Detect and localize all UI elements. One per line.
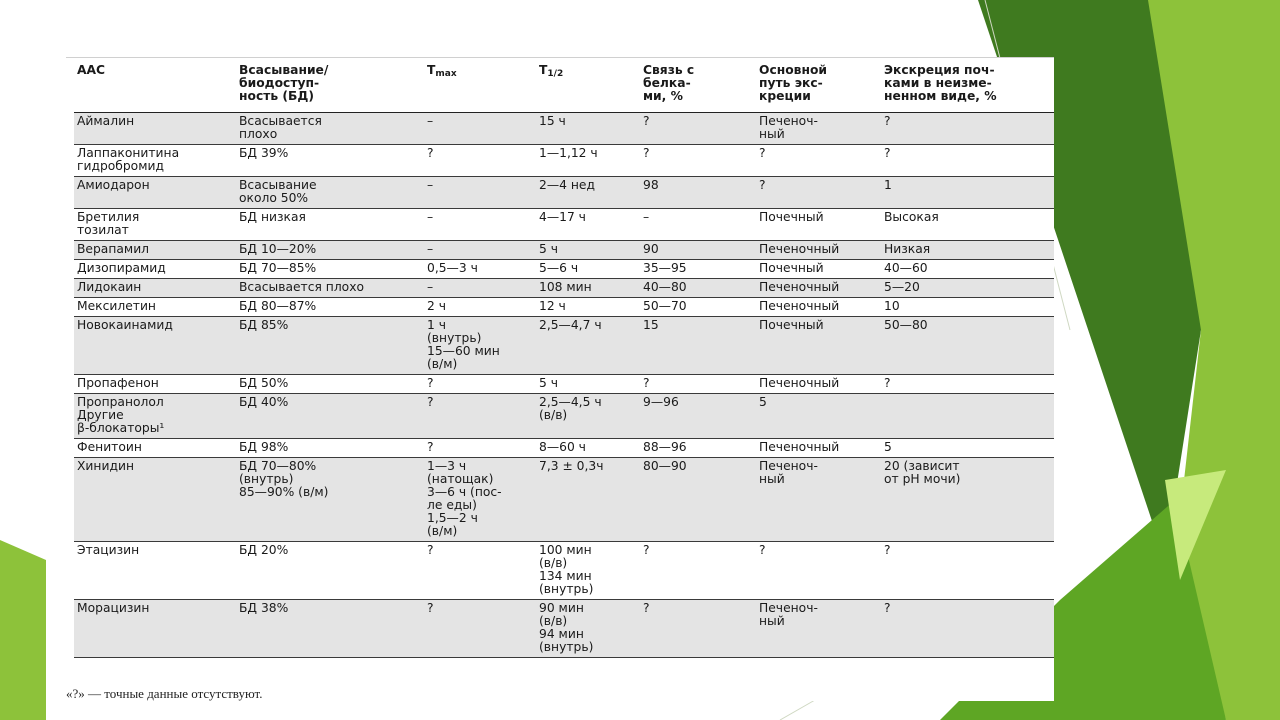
cell-protein: ?: [640, 145, 756, 177]
cell-renal: 50—80: [881, 317, 1054, 375]
table-row: [74, 458, 1054, 542]
table-row: [74, 600, 1054, 658]
header-excretion-route: Основной путь экс- креции: [756, 61, 881, 113]
cell-tmax: 1 ч (внутрь) 15—60 мин (в/м): [424, 317, 536, 375]
cell-thalf: 15 ч: [536, 113, 640, 145]
cell-absorption: Всасывание около 50%: [236, 177, 424, 209]
header-aac: ААС: [74, 61, 236, 113]
cell-route: ?: [756, 145, 881, 177]
cell-route: ?: [756, 177, 881, 209]
cell-thalf: 1—1,12 ч: [536, 145, 640, 177]
header-absorption: Всасывание/ биодоступ- ность (БД): [236, 61, 424, 113]
cell-absorption: Всасывается плохо: [236, 113, 424, 145]
cell-renal: ?: [881, 145, 1054, 177]
cell-tmax: ?: [424, 439, 536, 458]
cell-drug: Лидокаин: [74, 279, 236, 298]
cell-route: Печеночный: [756, 241, 881, 260]
cell-drug: Мексилетин: [74, 298, 236, 317]
cell-thalf: 8—60 ч: [536, 439, 640, 458]
cell-tmax: –: [424, 241, 536, 260]
cell-route: Печеноч- ный: [756, 600, 881, 658]
cell-route: Печеноч- ный: [756, 113, 881, 145]
cell-renal: ?: [881, 600, 1054, 658]
cell-drug: Фенитоин: [74, 439, 236, 458]
table-row: [74, 439, 1054, 458]
cell-drug: Лаппаконитина гидробромид: [74, 145, 236, 177]
cell-tmax: 2 ч: [424, 298, 536, 317]
cell-absorption: Всасывается плохо: [236, 279, 424, 298]
table-row: [74, 177, 1054, 209]
cell-renal: 5—20: [881, 279, 1054, 298]
cell-renal: ?: [881, 375, 1054, 394]
green-triangle-left: [0, 540, 46, 720]
table-row: [74, 241, 1054, 260]
cell-drug: Этацизин: [74, 542, 236, 600]
cell-protein: 50—70: [640, 298, 756, 317]
cell-protein: ?: [640, 375, 756, 394]
cell-absorption: БД 40%: [236, 394, 424, 439]
cell-route: Почечный: [756, 260, 881, 279]
cell-protein: 80—90: [640, 458, 756, 542]
cell-protein: ?: [640, 600, 756, 658]
header-protein-binding: Связь с белка- ми, %: [640, 61, 756, 113]
cell-tmax: –: [424, 209, 536, 241]
cell-renal: 5: [881, 439, 1054, 458]
cell-absorption: БД 10—20%: [236, 241, 424, 260]
cell-tmax: 1—3 ч (натощак) 3—6 ч (пос- ле еды) 1,5—2 ч (в/м): [424, 458, 536, 542]
cell-route: 5: [756, 394, 881, 439]
cell-protein: 90: [640, 241, 756, 260]
header-tmax: Tmax: [424, 61, 536, 113]
table-header-row: [74, 61, 1054, 113]
cell-drug: Дизопирамид: [74, 260, 236, 279]
cell-drug: Верапамил: [74, 241, 236, 260]
cell-route: Печеноч- ный: [756, 458, 881, 542]
cell-absorption: БД 70—80% (внутрь) 85—90% (в/м): [236, 458, 424, 542]
cell-drug: Бретилия тозилат: [74, 209, 236, 241]
cell-renal: 20 (зависит от pH мочи): [881, 458, 1054, 542]
cell-absorption: БД 70—85%: [236, 260, 424, 279]
cell-tmax: –: [424, 113, 536, 145]
cell-absorption: БД низкая: [236, 209, 424, 241]
cell-thalf: 5 ч: [536, 241, 640, 260]
header-thalf: T1/2: [536, 61, 640, 113]
cell-drug: Пропранолол Другие β-блокаторы¹: [74, 394, 236, 439]
scanned-table-page: [66, 57, 1054, 701]
cell-drug: Хинидин: [74, 458, 236, 542]
cell-tmax: ?: [424, 145, 536, 177]
cell-thalf: 2,5—4,7 ч: [536, 317, 640, 375]
cell-absorption: БД 80—87%: [236, 298, 424, 317]
cell-route: ?: [756, 542, 881, 600]
cell-thalf: 5—6 ч: [536, 260, 640, 279]
cell-route: Печеночный: [756, 298, 881, 317]
cell-route: Печеночный: [756, 439, 881, 458]
table-row: [74, 298, 1054, 317]
cell-protein: 15: [640, 317, 756, 375]
cell-protein: –: [640, 209, 756, 241]
cell-protein: ?: [640, 113, 756, 145]
table-row: [74, 317, 1054, 375]
cell-renal: 10: [881, 298, 1054, 317]
cell-route: Печеночный: [756, 279, 881, 298]
cell-renal: Высокая: [881, 209, 1054, 241]
cell-renal: 1: [881, 177, 1054, 209]
cell-protein: 35—95: [640, 260, 756, 279]
cell-absorption: БД 38%: [236, 600, 424, 658]
cell-tmax: –: [424, 177, 536, 209]
cell-protein: 40—80: [640, 279, 756, 298]
cell-renal: Низкая: [881, 241, 1054, 260]
cell-thalf: 12 ч: [536, 298, 640, 317]
cell-thalf: 108 мин: [536, 279, 640, 298]
cell-protein: 98: [640, 177, 756, 209]
cell-drug: Пропафенон: [74, 375, 236, 394]
cell-thalf: 2,5—4,5 ч (в/в): [536, 394, 640, 439]
cell-absorption: БД 39%: [236, 145, 424, 177]
cell-protein: 88—96: [640, 439, 756, 458]
antiarrhythmic-pharmacokinetics-table: [74, 61, 1054, 658]
cell-protein: 9—96: [640, 394, 756, 439]
cell-thalf: 5 ч: [536, 375, 640, 394]
cell-drug: Новокаинамид: [74, 317, 236, 375]
cell-absorption: БД 20%: [236, 542, 424, 600]
cell-renal: 40—60: [881, 260, 1054, 279]
table-row: [74, 145, 1054, 177]
cell-tmax: ?: [424, 375, 536, 394]
table-row: [74, 542, 1054, 600]
cell-drug: Аймалин: [74, 113, 236, 145]
cell-drug: Морацизин: [74, 600, 236, 658]
cell-route: Почечный: [756, 317, 881, 375]
cell-drug: Амиодарон: [74, 177, 236, 209]
cell-thalf: 7,3 ± 0,3ч: [536, 458, 640, 542]
cell-absorption: БД 50%: [236, 375, 424, 394]
cell-renal: ?: [881, 113, 1054, 145]
cell-tmax: 0,5—3 ч: [424, 260, 536, 279]
cell-protein: ?: [640, 542, 756, 600]
cell-tmax: –: [424, 279, 536, 298]
cell-renal: [881, 394, 1054, 439]
cell-thalf: 90 мин (в/в) 94 мин (внутрь): [536, 600, 640, 658]
table-row: [74, 209, 1054, 241]
cell-route: Печеночный: [756, 375, 881, 394]
cell-thalf: 2—4 нед: [536, 177, 640, 209]
table-row: [74, 260, 1054, 279]
cell-tmax: ?: [424, 600, 536, 658]
table-row: [74, 279, 1054, 298]
thin-line-bottom: [780, 700, 815, 720]
cell-absorption: БД 98%: [236, 439, 424, 458]
table-row: [74, 375, 1054, 394]
cell-thalf: 4—17 ч: [536, 209, 640, 241]
cell-tmax: ?: [424, 394, 536, 439]
table-row: [74, 394, 1054, 439]
table-row: [74, 113, 1054, 145]
cell-thalf: 100 мин (в/в) 134 мин (внутрь): [536, 542, 640, 600]
table-footnote: «?» — точные данные отсутствуют.: [66, 686, 263, 701]
header-renal-excretion: Экскреция поч- ками в неизме- ненном виде, %: [881, 61, 1054, 113]
cell-route: Почечный: [756, 209, 881, 241]
cell-absorption: БД 85%: [236, 317, 424, 375]
cell-renal: ?: [881, 542, 1054, 600]
cell-tmax: ?: [424, 542, 536, 600]
